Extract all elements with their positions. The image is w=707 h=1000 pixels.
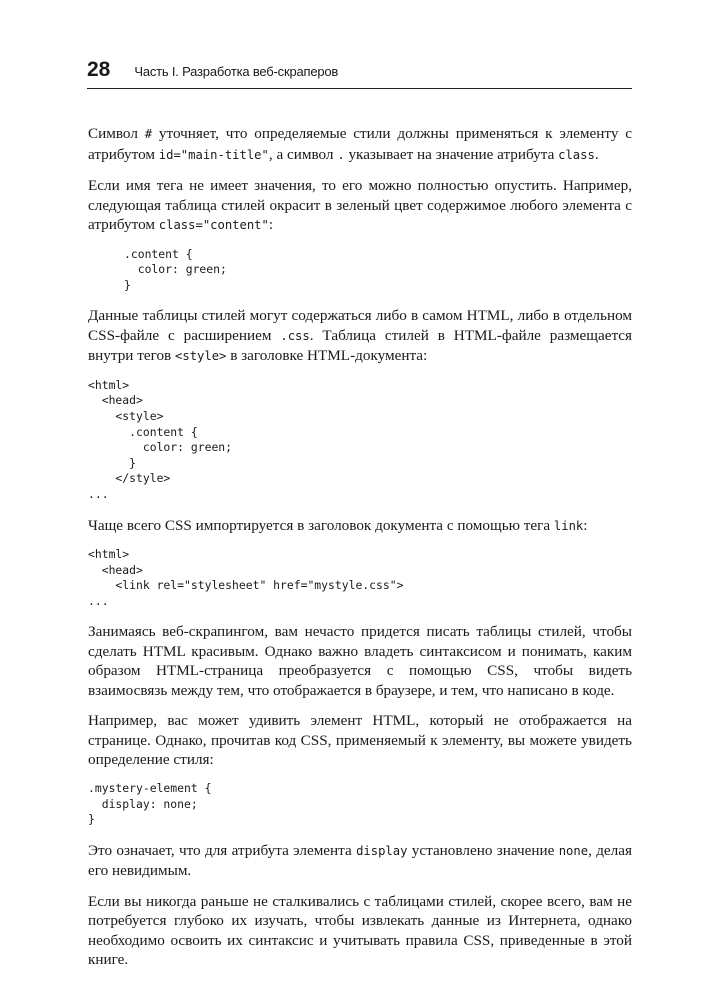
paragraph-omit-tag xyxy=(88,176,632,236)
inline-code: id="main-title" xyxy=(158,147,269,162)
inline-code: class xyxy=(558,147,595,162)
code-block-content-class: .content { color: green; } xyxy=(124,246,227,292)
inline-code: <style> xyxy=(175,349,227,364)
paragraph-hidden-element: Например, вас может удивить элемент HTML, который не отображается на странице. Однако, прочитав код CSS, применяемый к элементу, вы можете увидеть определение стиля: xyxy=(88,712,632,769)
code-block-style-tag: <html> <head> <style> .content { color: green; } </style> ... xyxy=(88,377,233,501)
text: в заголовке HTML-документа: xyxy=(226,347,428,365)
inline-code: .css xyxy=(280,328,310,343)
paragraph-web-scraping-css: Занимаясь веб-скрапингом, вам нечасто придется писать таблицы стилей, чтобы сделать HTML красивым. Однако важно владеть синтаксисом и понимать, каким образом HTML-страница преобразуется с помощью CSS, чтобы видеть взаимосвязь между тем, что отображается в браузере, и тем, что написано в коде. xyxy=(88,623,632,699)
text: установлено значение xyxy=(407,841,559,859)
text: Данные таблицы стилей могут содержаться либо в самом HTML, либо в отдельном CSS-файле с расширением xyxy=(88,307,632,344)
code-block-mystery-element: .mystery-element { display: none; } xyxy=(88,780,212,827)
paragraph-link-import xyxy=(88,516,632,537)
text: , делая его невидимым. xyxy=(88,841,632,880)
page-header xyxy=(87,58,632,89)
page-body xyxy=(88,124,632,981)
text: Это означает, что для атрибута элемента xyxy=(88,841,357,859)
text: Чаще всего CSS импортируется в заголовок документа с помощью тега xyxy=(88,516,554,534)
text: уточняет, что определяемые стили должны применяться к элементу с атрибутом xyxy=(88,125,632,163)
inline-code: class="content" xyxy=(158,218,269,232)
code-block-link-tag: <html> <head> <link rel="stylesheet" href="mystyle.css"> ... xyxy=(88,547,404,608)
inline-code: display xyxy=(356,843,408,858)
text: Если имя тега не имеет значения, то его можно полностью опустить. Например, следующая таблица стилей окрасит в зеленый цвет содержимое любого элемента с атрибутом xyxy=(88,177,632,233)
page-number: 28 xyxy=(87,58,111,81)
inline-code: . xyxy=(337,147,345,162)
inline-code: link xyxy=(553,518,584,533)
text: , а символ xyxy=(268,145,338,163)
paragraph-stylesheet-location xyxy=(88,306,632,367)
inline-code: none xyxy=(558,843,589,858)
paragraph-selector-explanation xyxy=(88,124,632,165)
text: : xyxy=(268,216,274,233)
text: Символ xyxy=(88,125,145,142)
text: . Таблица стилей в HTML-файле размещается внутри тегов xyxy=(88,326,632,365)
text: указывает на значение атрибута xyxy=(344,145,559,163)
inline-code: # xyxy=(144,127,153,141)
paragraph-display-none xyxy=(88,841,632,881)
paragraph-conclusion: Если вы никогда раньше не сталкивались с таблицами стилей, скорее всего, вам не потребуется глубоко их изучать, чтобы извлекать данные из Интернета, однако необходимо освоить их синтаксис и учитывать правила CSS, приведенные в этой книге. xyxy=(88,892,632,969)
running-title: Часть I. Разработка веб-скраперов xyxy=(134,64,339,79)
text: : xyxy=(583,516,588,534)
text: . xyxy=(594,145,599,163)
